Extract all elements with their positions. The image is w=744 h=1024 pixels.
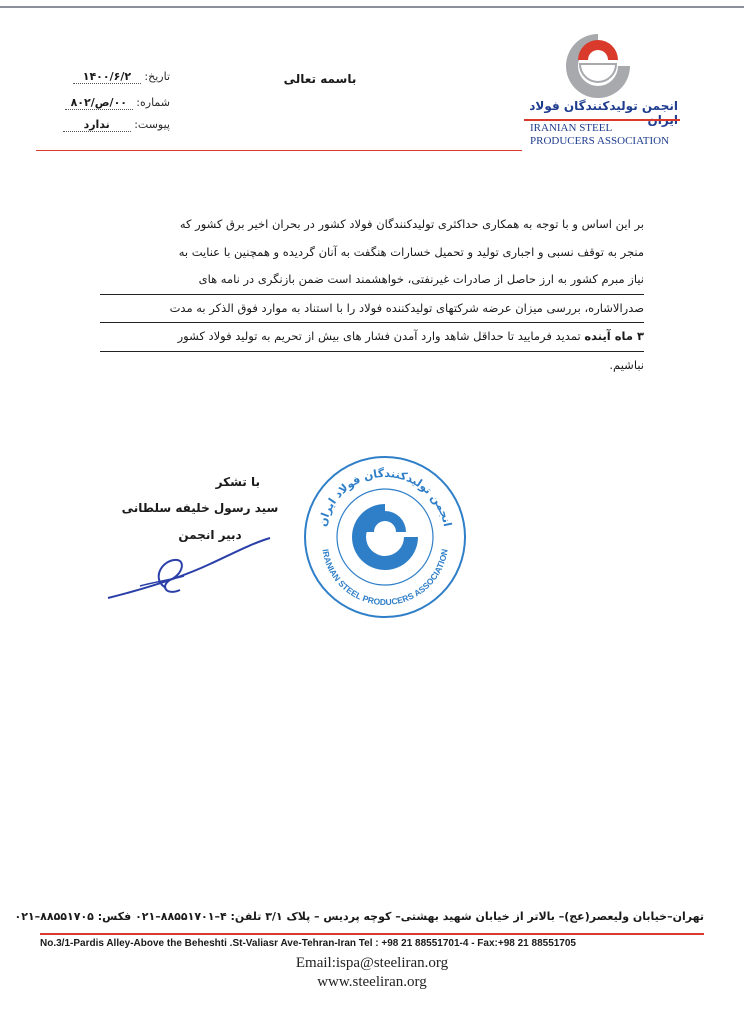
letter-body — [100, 211, 644, 379]
number-field — [40, 96, 170, 110]
footer-divider — [40, 933, 704, 935]
signatory-name: سید رسول خلیفه سلطانی — [121, 501, 279, 515]
org-name-en-line1: IRANIAN STEEL — [530, 122, 613, 134]
handwritten-signature-icon — [100, 530, 280, 610]
footer-website: www.steeliran.org — [317, 974, 427, 990]
body-line-5 — [100, 323, 644, 352]
stamp-text-en: IRANIAN STEEL PRODUCERS ASSOCIATION — [320, 548, 450, 608]
org-name-en — [530, 122, 680, 148]
date-label: تاریخ: — [144, 70, 170, 83]
body-line-6: نباشیم. — [609, 357, 644, 372]
body-line-4: صدرالاشاره، بررسی میزان عرضه شرکتهای تولیدکننده فولاد را با استناد به موارد فوق الذکر به مدت — [100, 295, 644, 324]
signature-thanks: با تشکر — [215, 475, 260, 489]
org-name-en-line2: PRODUCERS ASSOCIATION — [530, 135, 670, 147]
top-border-line — [0, 6, 744, 8]
org-divider — [524, 119, 680, 121]
signatory-title: دبیر انجمن — [178, 528, 242, 542]
attachment-label: پیوست: — [134, 118, 170, 131]
date-value: ۱۴۰۰/۶/۲ — [73, 70, 141, 84]
association-stamp-icon — [300, 452, 470, 622]
footer-address-en: No.3/1-Pardis Alley-Above the Beheshti .St-Valiasr Ave-Tehran-Iran Tel : +98 21 88551701-4 - Fax:+98 21 88551705 — [40, 938, 576, 949]
association-logo-icon — [560, 30, 636, 100]
footer-address-fa: تهران–خیابان ولیعصر(عج)– بالاتر از خیابان شهید بهشتی– کوچه پردیس – پلاک ۳/۱ تلفن: ۴–۸۸۵۵۱۷۰۱–۰۲۱ فکس: ۸۸۵۵۱۷۰۵–۰۲۱ — [14, 910, 704, 923]
date-field — [40, 70, 170, 84]
footer-email: Email:ispa@steeliran.org — [295, 955, 449, 971]
attachment-field — [40, 118, 170, 132]
org-name-fa: انجمن تولیدکنندگان فولاد — [529, 99, 678, 113]
body-line-1: بر این اساس و با توجه به همکاری حداکثری تولیدکنندگان فولاد کشور در بحران اخیر برق کشور که — [179, 217, 644, 231]
stamp-text-fa: انجمن تولیدکنندگان فولاد ایران — [315, 466, 455, 528]
body-line-5-rest: تمدید فرمایید تا حداقل شاهد وارد آمدن فشار های بیش از تحریم به تولید فولاد کشور — [177, 329, 581, 343]
bismillah: باسمه تعالی — [283, 72, 357, 86]
body-duration: ۳ ماه آینده — [584, 329, 644, 343]
number-value: ۰۰/ص/۸۰۲ — [65, 96, 133, 110]
number-label: شماره: — [136, 96, 170, 109]
attachment-value: ندارد — [63, 118, 131, 132]
body-line-3: نیاز مبرم کشور به ارز حاصل از صادرات غیرنفتی، خواهشمند است ضمن بازنگری در نامه های — [100, 266, 644, 295]
body-line-2: منجر به توقف نسبی و اجباری تولید و تحمیل خسارات هنگفت به آنان گردیده و همچنین با عنایت به — [178, 244, 644, 259]
header-divider — [36, 150, 522, 151]
